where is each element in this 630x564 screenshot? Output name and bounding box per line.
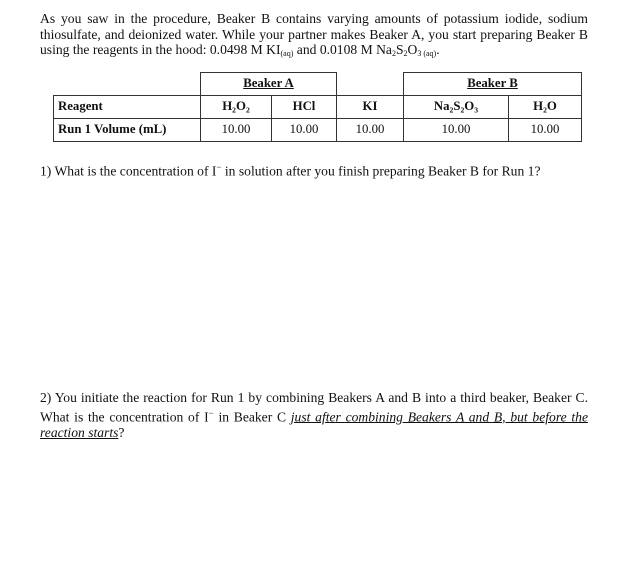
beaker-a-header: Beaker A (201, 73, 337, 96)
blank-cell (54, 73, 201, 96)
iodide-charge: − (208, 407, 214, 418)
q1-after: in solution after you finish preparing Beaker B for Run 1? (221, 163, 541, 179)
reagent-volume-table (53, 72, 582, 142)
thiosulfate-state: (aq) (421, 49, 437, 58)
s-symbol: S (395, 42, 404, 57)
intro-end: . (436, 42, 440, 57)
reagent-cell: H₂O₂ (201, 95, 272, 118)
question-1 (40, 160, 600, 179)
o-symbol: O (407, 42, 418, 57)
volume-cell: 10.00 (404, 118, 509, 141)
reagent-cell: HCl (272, 95, 337, 118)
q1-before: 1) What is the concentration of I (40, 163, 217, 179)
question-2 (40, 390, 588, 440)
reagent-cell: KI (337, 95, 404, 118)
volume-row (54, 118, 582, 141)
volume-label: Run 1 Volume (mL) (54, 118, 201, 141)
beaker-header-row (54, 73, 582, 96)
iodide-charge: − (216, 162, 222, 172)
ki-state: (aq) (280, 49, 294, 58)
na-subscript: 2 (391, 49, 396, 58)
s-subscript: 2 (403, 49, 408, 58)
beaker-b-header: Beaker B (404, 73, 582, 96)
reagent-cell: H₂O (509, 95, 582, 118)
q2-mid: in Beaker C (213, 409, 291, 425)
volume-cell: 10.00 (337, 118, 404, 141)
q2-emphasis: just after combining Beakers A and B, but before the reaction starts (40, 409, 588, 440)
q2-end: ? (118, 424, 125, 440)
o-subscript: 3 (417, 49, 422, 58)
q2-before: 2) You initiate the reaction for Run 1 by combining Beakers A and B into a third beaker, Beaker C. What is the concentration of I (40, 390, 588, 425)
intro-text-mid: and 0.0108 M Na (293, 42, 392, 57)
volume-cell: 10.00 (201, 118, 272, 141)
volume-cell: 10.00 (272, 118, 337, 141)
intro-text: As you saw in the procedure, Beaker B contains varying amounts of potassium iodide, sodium thiosulfate, and deionized water. While your partner makes Beaker A, you start preparing Beaker B using the reagents in the hood: 0.0498 M KI (40, 11, 588, 57)
reagent-label: Reagent (54, 95, 201, 118)
reagent-cell: Na₂S₂O₃ (404, 95, 509, 118)
intro-paragraph (40, 11, 588, 58)
blank-cell (337, 73, 404, 96)
reagent-row (54, 95, 582, 118)
volume-cell: 10.00 (509, 118, 582, 141)
